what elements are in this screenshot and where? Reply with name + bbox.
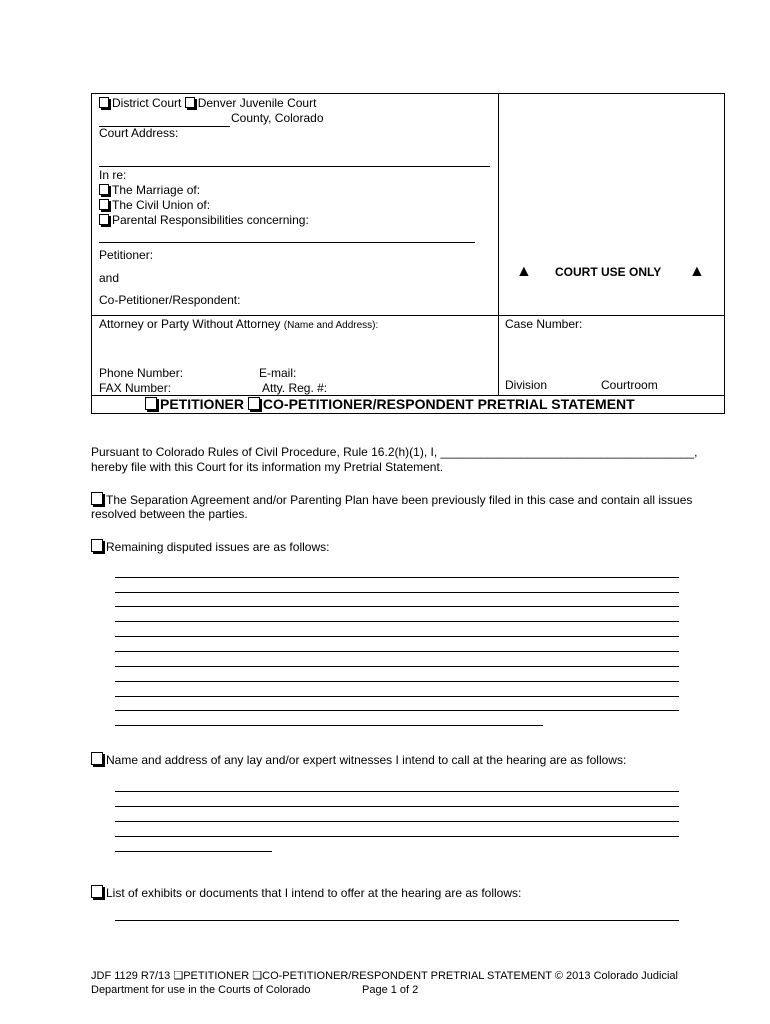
court-address-label: Court Address: bbox=[99, 126, 179, 140]
civil-union-checkbox[interactable] bbox=[99, 199, 109, 210]
caption-table bbox=[91, 93, 725, 414]
title-co-petitioner-label: CO-PETITIONER/RESPONDENT PRETRIAL STATEMENT bbox=[262, 396, 635, 412]
document-title bbox=[145, 397, 635, 412]
marriage-label: The Marriage of: bbox=[112, 183, 201, 197]
attorney-label: Attorney or Party Without Attorney bbox=[99, 317, 281, 331]
disputed-line[interactable] bbox=[115, 621, 679, 622]
civil-union-row bbox=[99, 198, 210, 213]
witnesses-checkbox[interactable] bbox=[91, 752, 103, 765]
email-label: E-mail: bbox=[259, 366, 297, 380]
parental-row bbox=[99, 213, 309, 228]
exhibits-line[interactable] bbox=[115, 920, 679, 921]
witnesses-line[interactable] bbox=[115, 836, 679, 837]
court-use-only-label: COURT USE ONLY bbox=[555, 265, 662, 279]
witnesses-line[interactable] bbox=[115, 806, 679, 807]
disputed-row bbox=[91, 539, 329, 555]
triangle-left-icon: ▲ bbox=[516, 263, 532, 280]
in-re-label: In re: bbox=[99, 168, 127, 182]
witnesses-label: Name and address of any lay and/or expert witnesses I intend to call at the hearing are as follows: bbox=[106, 753, 627, 767]
witnesses-line[interactable] bbox=[115, 791, 679, 792]
fax-label: FAX Number: bbox=[99, 381, 172, 395]
civil-union-label: The Civil Union of: bbox=[112, 198, 211, 212]
witnesses-row bbox=[91, 752, 626, 768]
court-address-blank[interactable] bbox=[99, 166, 490, 167]
petitioner-label: Petitioner: bbox=[99, 248, 154, 262]
disputed-line[interactable] bbox=[115, 606, 679, 607]
parental-checkbox[interactable] bbox=[99, 214, 109, 225]
exhibits-label: List of exhibits or documents that I intend to offer at the hearing are as follows: bbox=[106, 886, 522, 900]
intro-line-1: Pursuant to Colorado Rules of Civil Procedure, Rule 16.2(h)(1), I, ______________________________________, bbox=[91, 445, 698, 459]
and-label: and bbox=[99, 271, 120, 285]
attorney-note: (Name and Address): bbox=[283, 320, 379, 331]
caption-divider bbox=[498, 93, 499, 396]
separation-line-2: resolved between the parties. bbox=[91, 507, 248, 521]
co-petitioner-label: Co-Petitioner/Respondent: bbox=[99, 293, 241, 307]
disputed-line[interactable] bbox=[115, 725, 543, 726]
district-court-label: District Court bbox=[112, 96, 182, 110]
witnesses-line[interactable] bbox=[115, 851, 272, 852]
case-number-label: Case Number: bbox=[505, 317, 583, 331]
exhibits-checkbox[interactable] bbox=[91, 885, 103, 898]
separation-line-1: The Separation Agreement and/or Parenting Plan have been previously filed in this case and contain all issues bbox=[106, 493, 693, 507]
names-blank[interactable] bbox=[99, 242, 475, 243]
disputed-line[interactable] bbox=[115, 651, 679, 652]
separation-row bbox=[91, 492, 692, 508]
witnesses-line[interactable] bbox=[115, 821, 679, 822]
footer-line-2: Department for use in the Courts of Colorado bbox=[91, 984, 311, 996]
disputed-line[interactable] bbox=[115, 710, 679, 711]
title-petitioner-label: PETITIONER bbox=[160, 396, 245, 412]
attorney-row bbox=[99, 317, 378, 333]
triangle-right-icon: ▲ bbox=[689, 263, 705, 280]
district-court-checkbox[interactable] bbox=[99, 97, 109, 108]
marriage-row bbox=[99, 183, 200, 198]
disputed-line[interactable] bbox=[115, 681, 679, 682]
disputed-line[interactable] bbox=[115, 696, 679, 697]
caption-row-divider bbox=[91, 315, 725, 316]
denver-juvenile-label: Denver Juvenile Court bbox=[197, 96, 317, 110]
exhibits-row bbox=[91, 885, 521, 901]
page-number: Page 1 of 2 bbox=[362, 984, 419, 996]
intro-line-2: hereby file with this Court for its information my Pretrial Statement. bbox=[91, 460, 444, 474]
disputed-line[interactable] bbox=[115, 577, 679, 578]
denver-juvenile-checkbox[interactable] bbox=[185, 97, 195, 108]
title-petitioner-checkbox[interactable] bbox=[145, 397, 157, 410]
separation-checkbox[interactable] bbox=[91, 492, 103, 505]
phone-label: Phone Number: bbox=[99, 366, 184, 380]
disputed-checkbox[interactable] bbox=[91, 539, 103, 552]
footer-line-1: JDF 1129 R7/13 ❑PETITIONER ❑CO-PETITIONER/RESPONDENT PRETRIAL STATEMENT © 2013 Colorado Judicial bbox=[91, 970, 678, 982]
disputed-label: Remaining disputed issues are as follows: bbox=[106, 540, 330, 554]
parental-label: Parental Responsibilities concerning: bbox=[112, 213, 309, 227]
county-label: County, Colorado bbox=[231, 111, 324, 125]
disputed-line[interactable] bbox=[115, 636, 679, 637]
courtroom-label: Courtroom bbox=[601, 378, 658, 392]
disputed-line[interactable] bbox=[115, 592, 679, 593]
division-label: Division bbox=[505, 378, 548, 392]
atty-reg-label: Atty. Reg. #: bbox=[262, 381, 328, 395]
disputed-line[interactable] bbox=[115, 666, 679, 667]
title-co-petitioner-checkbox[interactable] bbox=[248, 397, 260, 410]
marriage-checkbox[interactable] bbox=[99, 184, 109, 195]
court-type-row bbox=[99, 96, 316, 111]
